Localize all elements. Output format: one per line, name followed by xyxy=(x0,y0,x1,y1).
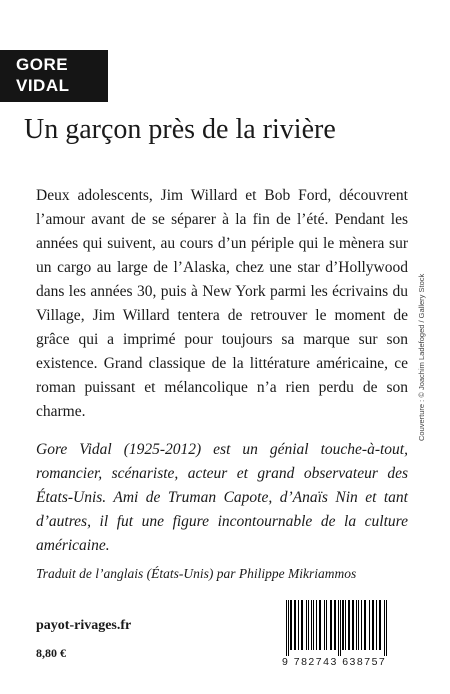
barcode-bar xyxy=(342,600,344,650)
barcode-bar xyxy=(298,600,299,650)
translator-credit: Traduit de l’anglais (États-Unis) par Philippe Mikriammos xyxy=(36,566,357,581)
barcode-bar xyxy=(306,600,307,650)
barcode-bar xyxy=(345,600,346,650)
barcode-bar xyxy=(319,600,321,650)
barcode-bar xyxy=(386,600,387,656)
barcode-bar xyxy=(361,600,362,650)
barcode-bar xyxy=(290,600,292,650)
barcode-bar xyxy=(330,600,332,650)
barcode-bar xyxy=(294,600,296,650)
barcode-bar xyxy=(358,600,359,650)
barcode-bar xyxy=(316,600,317,650)
barcode-bar xyxy=(313,600,314,650)
book-title: Un garçon près de la rivière xyxy=(24,114,336,145)
barcode-bar xyxy=(288,600,289,656)
barcode-bar xyxy=(348,600,350,650)
publisher-website: payot-rivages.fr xyxy=(36,618,132,633)
book-blurb: Deux adolescents, Jim Willard et Bob Ford, découvrent l’amour avant de se séparer à la fin de l’été. Pendant les années qui suivent, au cours d’un périple qui le mènera sur un cargo au large de l’Alaska, chez une star d’Hollywood dans les années 30, puis à New York parmi les écrivains du Village, Jim Willard tentera de retrouver le moment de grâce qui a imprimé pour toujours sa marque sur son existence. Grand classique de la littérature américaine, ce roman puissant et mélancolique n’a rien perdu de son charme. xyxy=(36,187,408,420)
barcode-bar xyxy=(372,600,374,650)
barcode-bar xyxy=(286,600,287,656)
barcode-bar xyxy=(301,600,303,650)
cover-photo-credit: Couverture : © Joachim Ladefoged / Gallery Stock xyxy=(417,273,426,441)
author-first-name: GORE xyxy=(16,55,69,74)
isbn-barcode xyxy=(272,598,430,684)
isbn-number: 9 782743 638757 xyxy=(282,656,387,668)
barcode-bars xyxy=(272,598,430,656)
book-price: 8,80 € xyxy=(36,646,66,660)
author-last-name: VIDAL xyxy=(16,76,70,95)
barcode-bar xyxy=(364,600,366,650)
barcode-bar xyxy=(384,600,385,656)
barcode-bar xyxy=(338,600,339,656)
barcode-bar xyxy=(311,600,312,650)
barcode-bar xyxy=(379,600,381,650)
barcode-bar xyxy=(324,600,325,650)
barcode-bar xyxy=(369,600,370,650)
barcode-bar xyxy=(340,600,341,656)
author-name-block xyxy=(0,50,108,102)
barcode-bar xyxy=(376,600,377,650)
barcode-bar xyxy=(334,600,336,650)
barcode-bar xyxy=(308,600,309,650)
barcode-bar xyxy=(326,600,327,650)
author-bio: Gore Vidal (1925-2012) est un génial touche-à-tout, romancier, scénariste, acteur et grand observateur des États-Unis. Ami de Truman Capote, d’Anaïs Nin et tant d’autres, il fut une figure incontournable de la culture américaine. xyxy=(36,441,408,554)
barcode-bar xyxy=(352,600,354,650)
barcode-bar xyxy=(356,600,357,650)
